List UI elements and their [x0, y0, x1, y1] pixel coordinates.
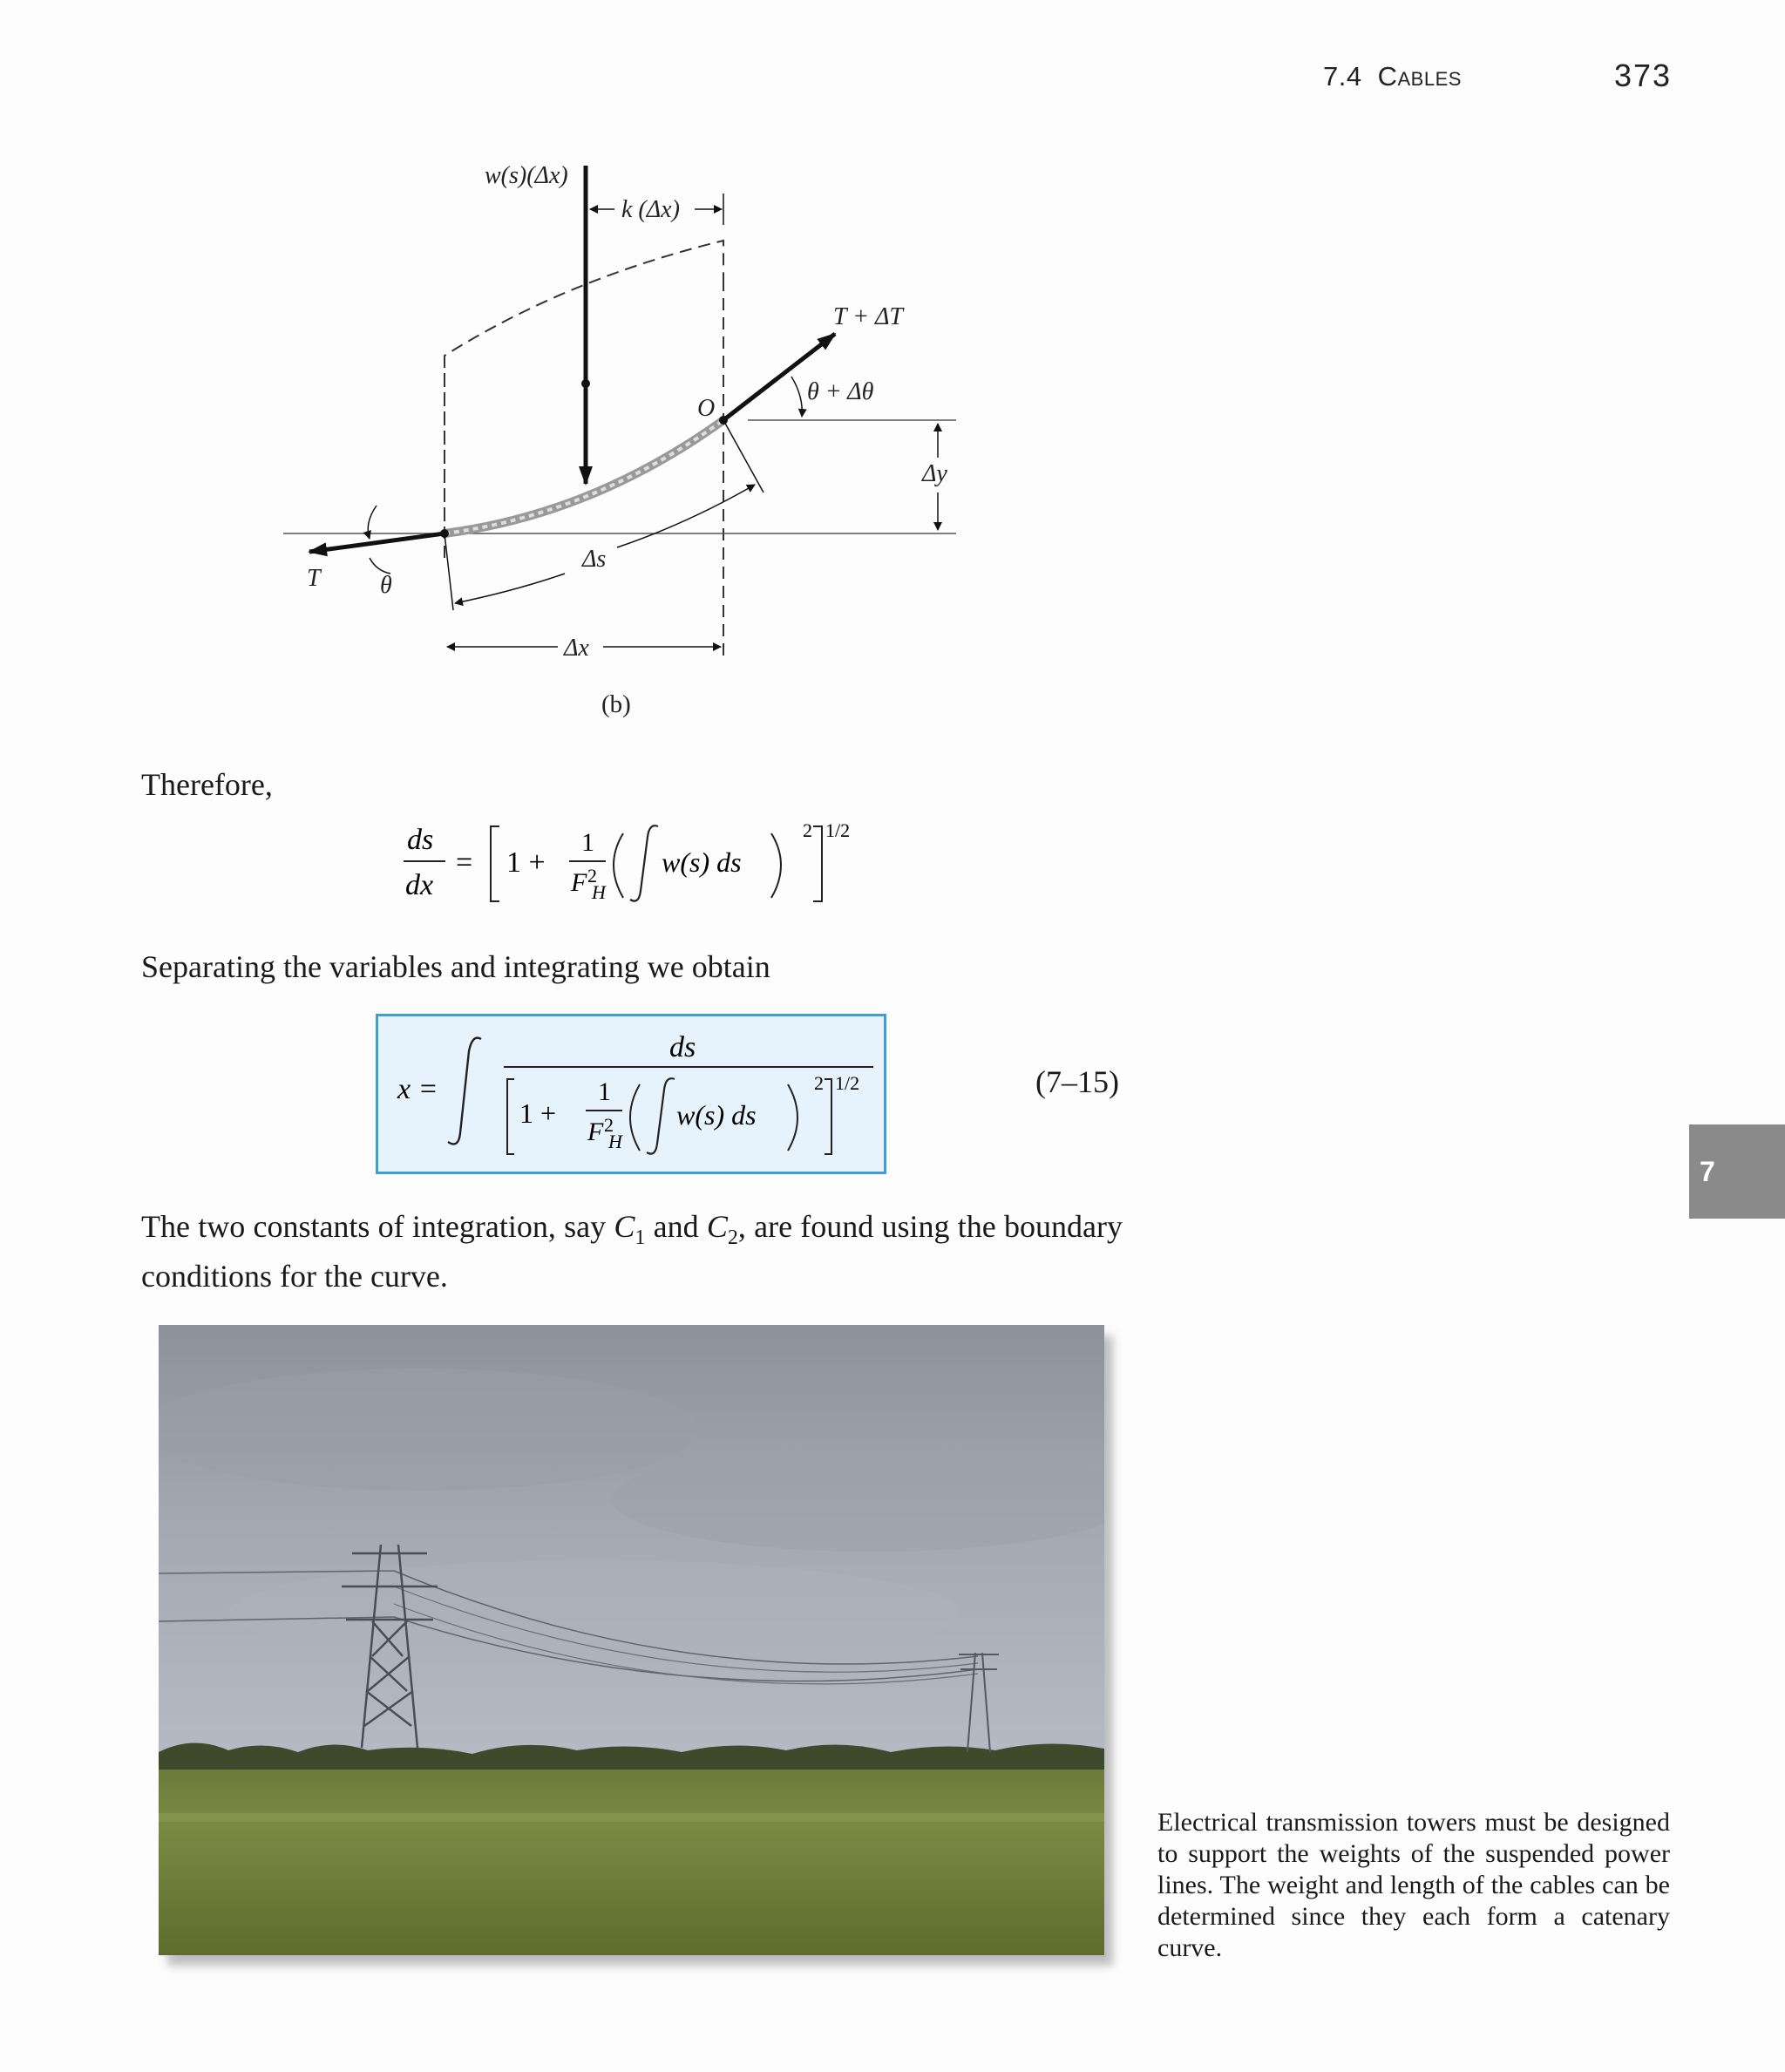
equation-number: (7–15) — [1035, 1064, 1119, 1099]
label-tension-end: T + ΔT — [833, 303, 903, 330]
eq1-lhs-den: dx — [405, 869, 434, 901]
constant-c1-sub: 1 — [635, 1226, 646, 1250]
constant-c2: C — [706, 1209, 728, 1244]
constant-c2-sub: 2 — [727, 1226, 738, 1250]
ds-extension-left — [445, 533, 453, 610]
eq2-numerator: ds — [669, 1031, 696, 1063]
eq2-lhs: x = — [397, 1073, 438, 1105]
label-tension: T — [307, 565, 321, 592]
eq2-right-bracket — [825, 1079, 831, 1154]
cable-element-diagram — [0, 0, 1046, 732]
eq1-one-plus: 1 + — [506, 846, 546, 879]
eq2-one-plus: 1 + — [519, 1097, 557, 1129]
eq2-left-bracket — [507, 1079, 514, 1154]
tension-arrow-left — [309, 533, 445, 552]
eq2-power-half: 1/2 — [835, 1072, 860, 1094]
eq2-left-paren — [630, 1084, 640, 1151]
label-dy: Δy — [922, 460, 947, 487]
eq1-equals: = — [456, 846, 473, 879]
equation-7-15 — [378, 1016, 889, 1177]
eq1-power-2: 2 — [803, 819, 812, 841]
eq1-lhs-num: ds — [407, 824, 434, 856]
eq2-inner-integral — [647, 1078, 675, 1153]
label-theta: θ — [380, 572, 392, 599]
eq2-integrand: w(s) ds — [676, 1099, 757, 1131]
section-name: Cables — [1377, 61, 1462, 92]
chapter-tab[interactable]: 7 — [1689, 1124, 1785, 1219]
section-number: 7.4 — [1323, 61, 1362, 92]
eq1-frac-h: H — [592, 881, 606, 903]
constants-part-1: The two constants of integration, say — [141, 1209, 614, 1244]
cloud — [228, 1560, 960, 1665]
eq1-frac-sq: 2 — [587, 865, 597, 887]
eq1-integral — [630, 825, 658, 900]
constant-c1: C — [614, 1209, 635, 1244]
label-load: w(s)(Δx) — [485, 162, 568, 189]
photo-caption: Electrical transmission towers must be designed to support the weights of the suspended power lines. The weight and length of the cables can be determined since they each form a catenary curve. — [1157, 1808, 1670, 1962]
ds-arc-right — [617, 485, 755, 547]
field — [159, 1770, 1104, 1955]
constants-part-2: and — [645, 1209, 707, 1244]
label-k-dx: k (Δx) — [621, 196, 680, 223]
eq1-power-half: 1/2 — [825, 819, 851, 841]
photo-illustration — [159, 1325, 1104, 1955]
label-angle-end: θ + Δθ — [807, 378, 874, 405]
eq2-frac-sq: 2 — [604, 1114, 614, 1136]
eq1-integrand: w(s) ds — [662, 846, 742, 878]
eq1-left-paren — [614, 833, 623, 898]
label-dx: Δx — [564, 635, 589, 662]
label-point-o: O — [697, 395, 716, 422]
equation-ds-dx — [397, 811, 885, 915]
eq1-frac-den: F — [571, 868, 587, 897]
constants-part-3: , are found using the boundary conditions for the curve. — [141, 1209, 1123, 1294]
running-header — [1323, 61, 1462, 92]
transmission-towers-photo — [159, 1325, 1104, 1955]
eq2-integral — [448, 1038, 481, 1145]
text-separating: Separating the variables and integrating we obtain — [141, 949, 770, 984]
label-ds: Δs — [582, 546, 607, 573]
eq1-frac-num: 1 — [581, 828, 594, 857]
tension-arrow-right — [723, 334, 835, 420]
figure-caption: (b) — [601, 690, 631, 718]
eq2-power-2: 2 — [814, 1072, 824, 1094]
text-constants — [141, 1207, 1123, 1295]
centroid-point — [581, 379, 590, 388]
field-band — [159, 1813, 1104, 1822]
eq1-left-bracket — [491, 826, 499, 901]
eq1-right-bracket — [813, 826, 822, 901]
ds-extension-right — [723, 420, 764, 493]
text-therefore: Therefore, — [141, 767, 273, 802]
page-number: 373 — [1614, 58, 1673, 93]
eq1-right-paren — [771, 833, 781, 898]
eq2-right-paren — [788, 1084, 797, 1151]
cloud — [159, 1369, 699, 1491]
eq2-frac-h: H — [608, 1131, 622, 1152]
theta-plus-dtheta-arc — [791, 377, 802, 417]
equation-7-15-box — [376, 1014, 886, 1174]
eq2-frac-num: 1 — [598, 1077, 611, 1106]
eq2-frac-den: F — [587, 1118, 604, 1146]
ds-arc-left — [455, 574, 565, 603]
